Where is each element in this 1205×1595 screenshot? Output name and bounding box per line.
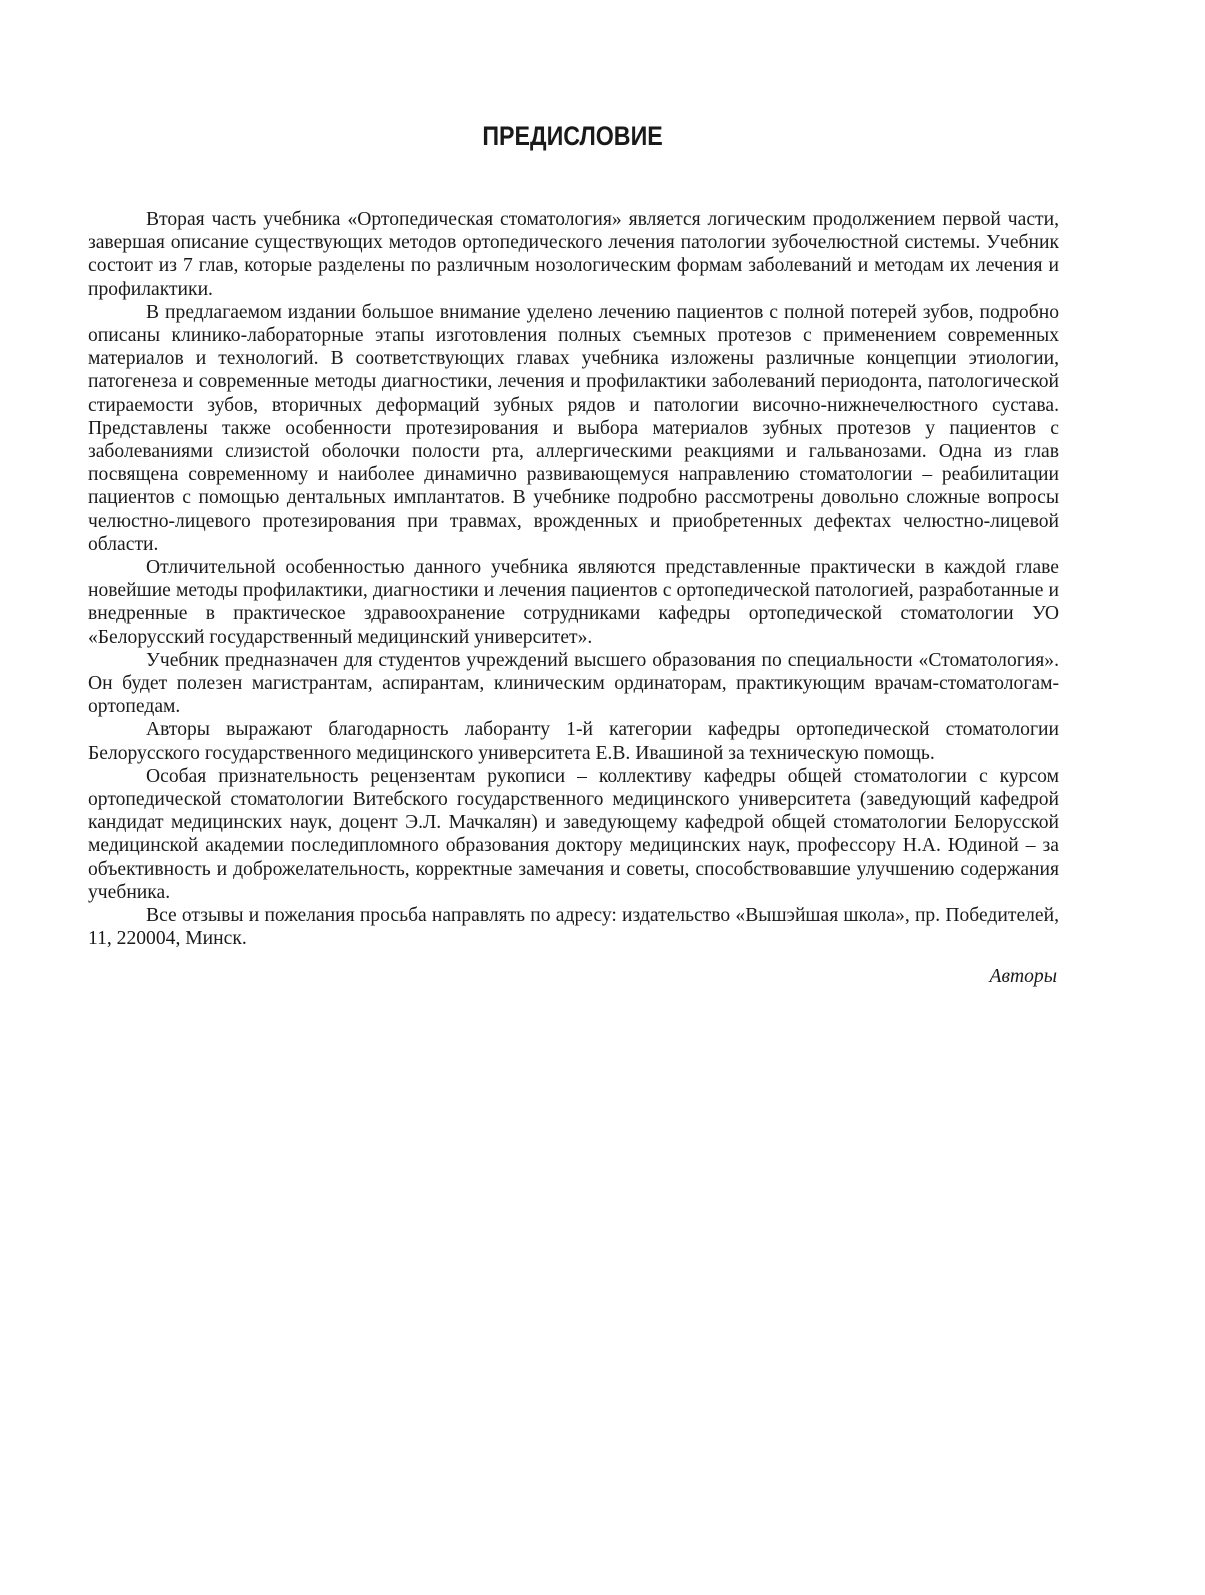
paragraph: Отличительной особенностью данного учебника являются представленные практически в каждой главе новейшие методы профилактики, диагностики и лечения пациентов с ортопедической патологией, разработанные и внедренные в практическое здравоохранение сотрудниками кафедры ортопедической стоматологии УО «Белорусский государственный медицинский университет». bbox=[88, 557, 1059, 648]
paragraph: Учебник предназначен для студентов учреждений высшего образования по специальности «Стоматология». Он будет полезен магистрантам, аспирантам, клиническим ординаторам, практикующим врачам-стоматологам-ортопедам. bbox=[88, 649, 1059, 718]
signature: Авторы bbox=[989, 966, 1057, 987]
page-title: ПРЕДИСЛОВИЕ bbox=[482, 121, 663, 151]
paragraph: В предлагаемом издании большое внимание уделено лечению пациентов с полной потерей зубов, подробно описаны клинико-лабораторные этапы изготовления полных съемных протезов с применением современных материалов и технологий. В соответствующих главах учебника изложены различные концепции этиологии, патогенеза и современные методы диагностики, лечения и профилактики заболеваний периодонта, патологической стираемости зубов, вторичных деформаций зубных рядов и патологии височно-нижнечелюстного сустава. Представлены также особенности протезирования и выбора материалов зубных протезов у пациентов с заболеваниями слизистой оболочки полости рта, аллергическими реакциями и гальванозами. Одна из глав посвящена современному и наиболее динамично развивающемуся направлению стоматологии – реабилитации пациентов с помощью дентальных имплантатов. В учебнике подробно рассмотрены довольно сложные вопросы челюстно-лицевого протезирования при травмах, врожденных и приобретенных дефектах челюстно-лицевой области. bbox=[88, 301, 1059, 555]
paragraph: Вторая часть учебника «Ортопедическая стоматология» является логическим продолжением первой части, завершая описание существующих методов ортопедического лечения патологии зубочелюстной системы. Учебник состоит из 7 глав, которые разделены по различным нозологическим формам заболеваний и методам их лечения и профилактики. bbox=[88, 209, 1059, 300]
paragraph: Особая признательность рецензентам рукописи – коллективу кафедры общей стоматологии с курсом ортопедической стоматологии Витебского государственного медицинского университета (заведующий кафедрой кандидат медицинских наук, доцент Э.Л. Мачкалян) и заведующему кафедрой общей стоматологии Белорусской медицинской академии последипломного образования доктору медицинских наук, профессору Н.А. Юдиной – за объективность и доброжелательность, корректные замечания и советы, способствовавшие улучшению содержания учебника. bbox=[88, 765, 1059, 903]
paragraph: Авторы выражают благодарность лаборанту 1-й категории кафедры ортопедической стоматологии Белорусского государственного медицинского университета Е.В. Ивашиной за техническую помощь. bbox=[88, 719, 1059, 764]
body-text bbox=[88, 208, 1059, 951]
paragraph: Все отзывы и пожелания просьба направлять по адресу: издательство «Вышэйшая школа», пр. Победителей, 11, 220004, Минск. bbox=[88, 905, 1059, 950]
